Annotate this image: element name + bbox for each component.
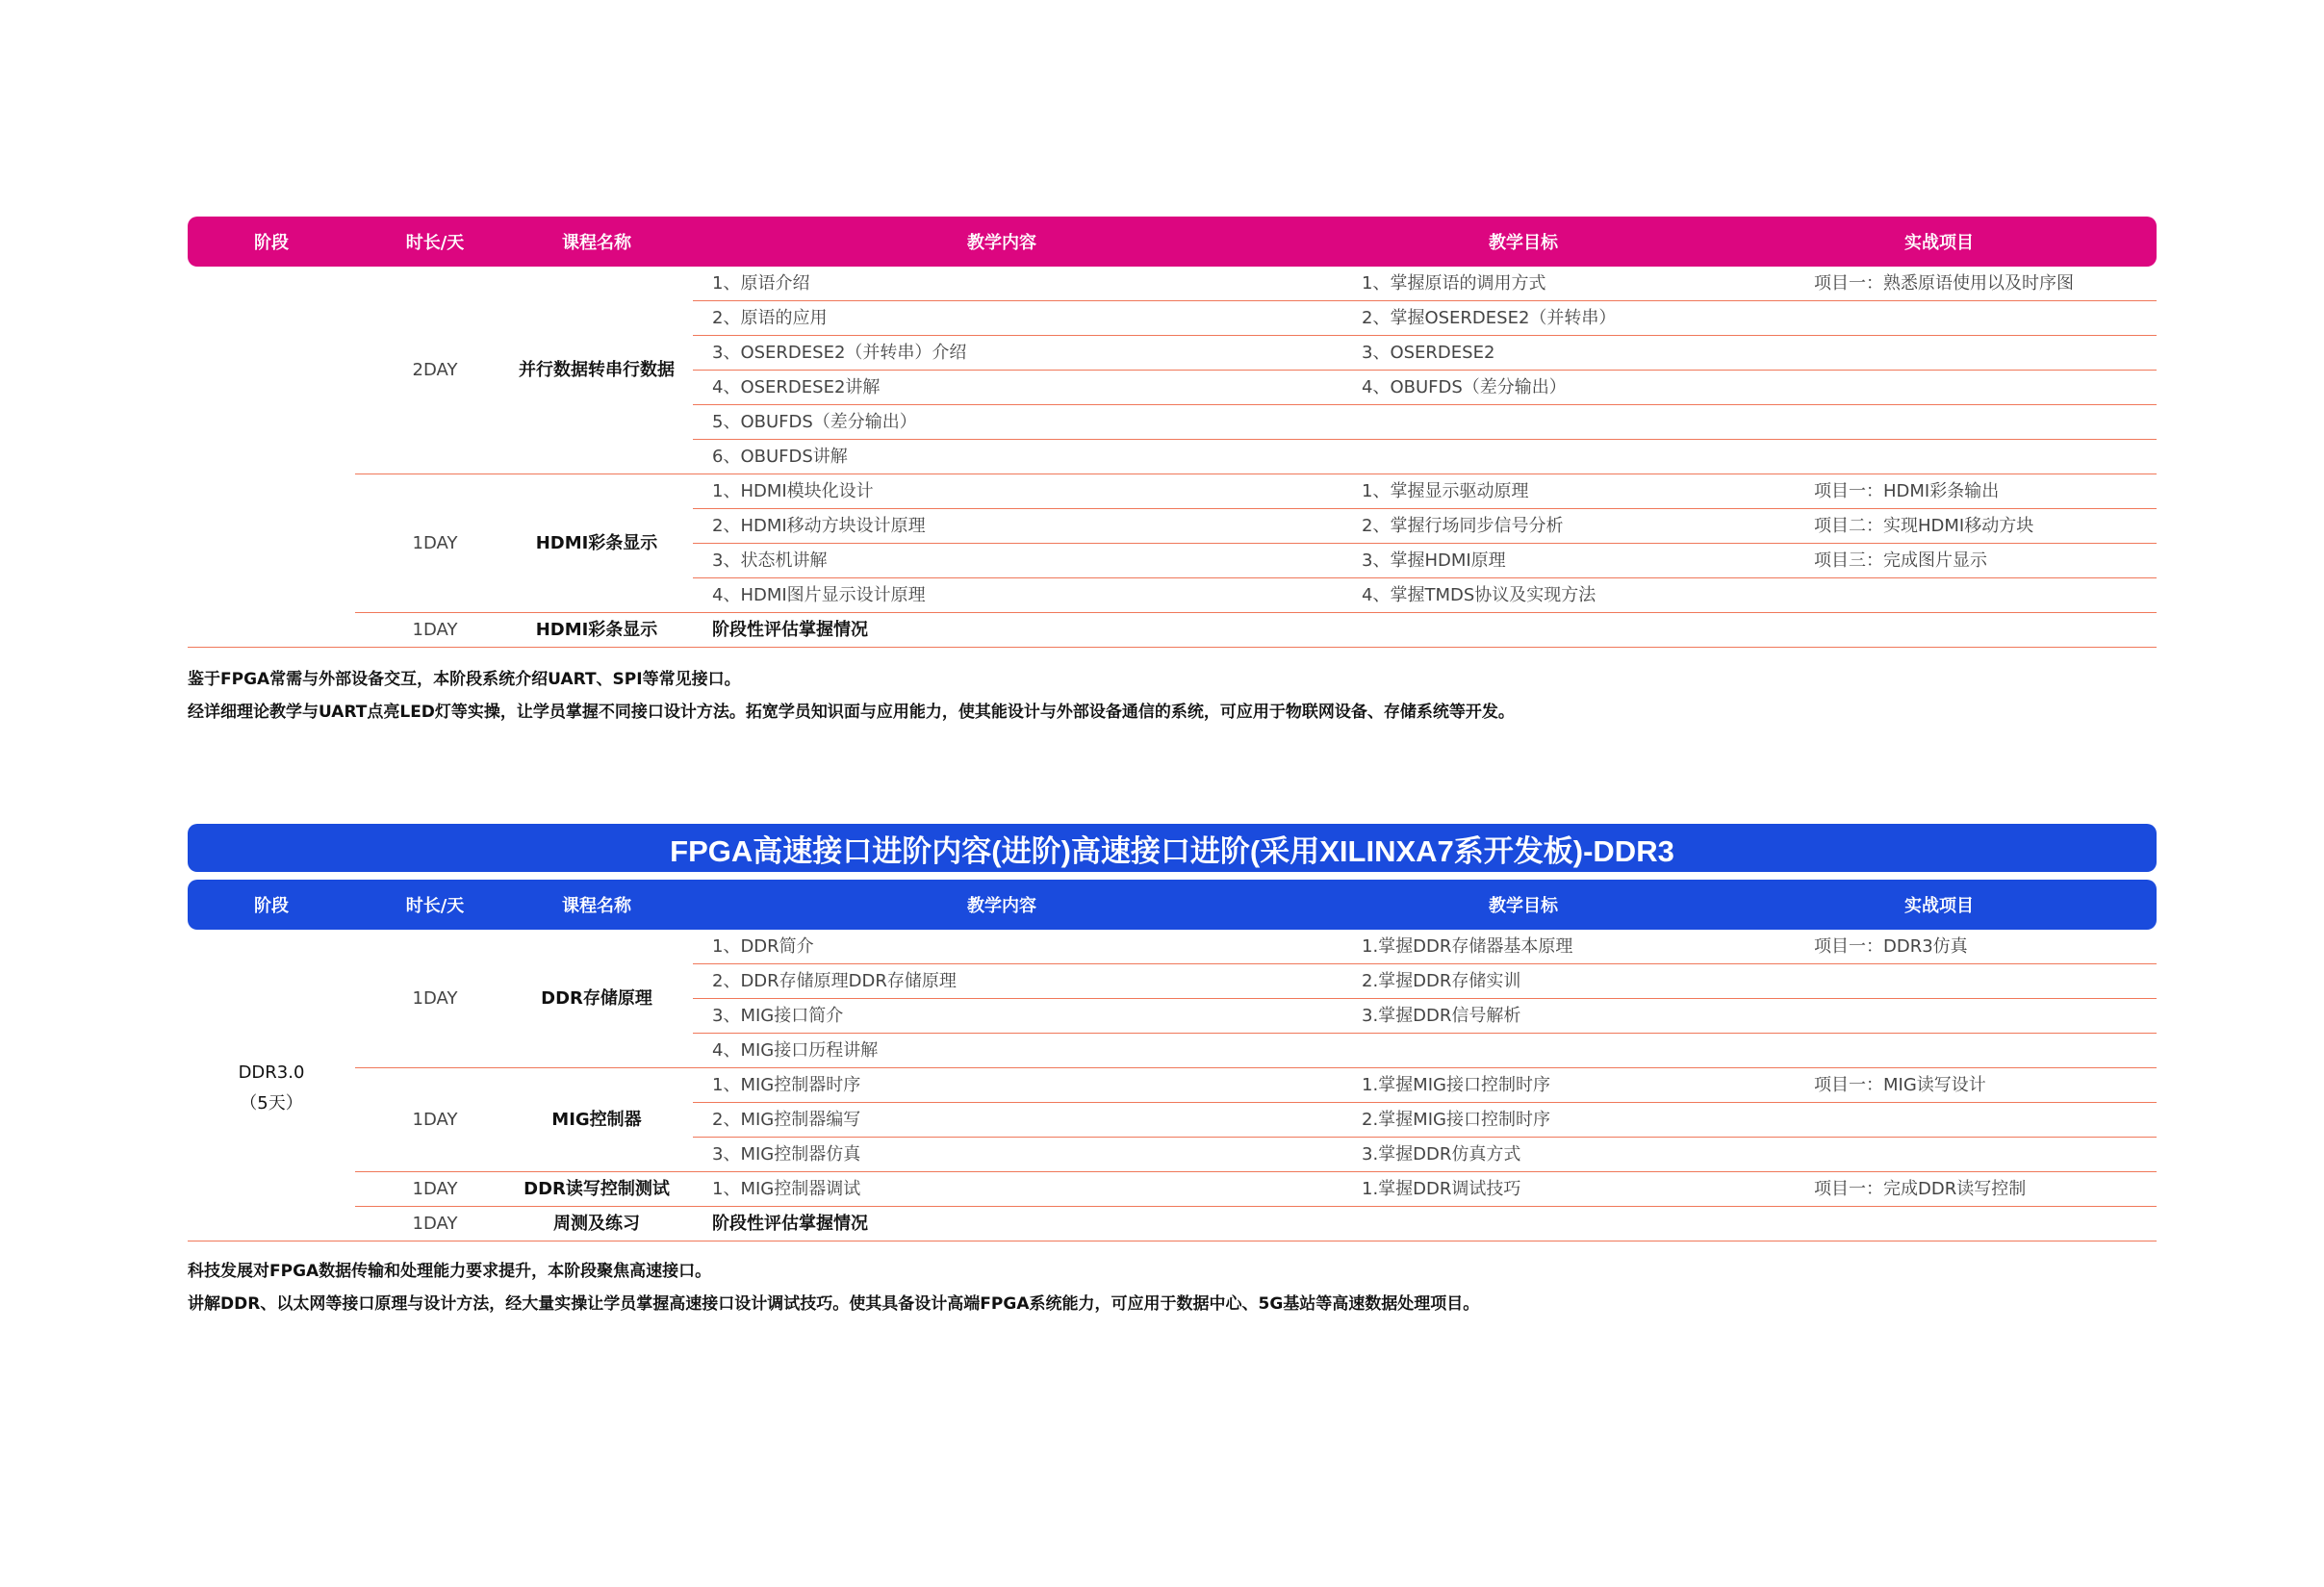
course-name-cell: 周测及练习 xyxy=(553,1214,640,1234)
content-cell: 3、MIG接口简介 xyxy=(712,1006,844,1026)
project-cell: 项目一：HDMI彩条输出 xyxy=(1814,481,2000,501)
goal-cell: 3、掌握HDMI原理 xyxy=(1362,550,1506,571)
course-name-cell: 并行数据转串行数据 xyxy=(519,360,675,380)
table-header-1 xyxy=(188,217,2157,267)
duration-cell: 1DAY xyxy=(412,1110,458,1130)
goal-cell: 1.掌握DDR调试技巧 xyxy=(1362,1179,1521,1199)
project-cell: 项目一：熟悉原语使用以及时序图 xyxy=(1814,273,2074,294)
note-line: 科技发展对FPGA数据传输和处理能力要求提升，本阶段聚焦高速接口。 xyxy=(188,1262,712,1281)
course-name-cell: MIG控制器 xyxy=(551,1110,642,1130)
goal-cell: 4、OBUFDS（差分输出） xyxy=(1362,377,1567,397)
content-cell: 4、OSERDESE2讲解 xyxy=(712,377,881,397)
row-divider xyxy=(693,439,2157,440)
content-cell: 2、HDMI移动方块设计原理 xyxy=(712,516,926,536)
goal-cell: 4、掌握TMDS协议及实现方法 xyxy=(1362,585,1596,605)
table-header-2 xyxy=(188,880,2157,930)
stage-name: DDR3.0 xyxy=(238,1062,305,1083)
course-name-cell: DDR读写控制测试 xyxy=(524,1179,670,1199)
course-table-2 xyxy=(188,930,2157,1247)
course-section-1 xyxy=(188,217,2157,729)
header-project: 实战项目 xyxy=(1904,896,1974,916)
duration-cell: 1DAY xyxy=(412,1214,458,1234)
goal-cell: 2、掌握行场同步信号分析 xyxy=(1362,516,1564,536)
duration-cell: 1DAY xyxy=(412,533,458,553)
row-divider xyxy=(188,647,2157,648)
course-name-cell: HDMI彩条显示 xyxy=(535,533,658,553)
content-cell: 2、原语的应用 xyxy=(712,308,828,328)
goal-cell: 2.掌握DDR存储实训 xyxy=(1362,971,1521,991)
goal-cell: 2、掌握OSERDESE2（并转串） xyxy=(1362,308,1617,328)
content-cell: 阶段性评估掌握情况 xyxy=(712,620,868,640)
goal-cell: 2.掌握MIG接口控制时序 xyxy=(1362,1110,1550,1130)
header-course: 课程名称 xyxy=(562,233,631,253)
note-line: 经详细理论教学与UART点亮LED灯等实操，让学员掌握不同接口设计方法。拓宽学员知识面与应用能力，使其能设计与外部设备通信的系统，可应用于物联网设备、存储系统等开发。 xyxy=(188,703,1515,722)
header-course: 课程名称 xyxy=(562,896,631,916)
note-line: 讲解DDR、以太网等接口原理与设计方法，经大量实操让学员掌握高速接口设计调试技巧。使其具备设计高端FPGA系统能力，可应用于数据中心、5G基站等高速数据处理项目。 xyxy=(188,1294,1480,1314)
course-name-cell: DDR存储原理 xyxy=(541,988,652,1009)
content-cell: 4、HDMI图片显示设计原理 xyxy=(712,585,926,605)
goal-cell: 1.掌握DDR存储器基本原理 xyxy=(1362,936,1573,957)
stage-cell xyxy=(188,930,355,1247)
project-cell: 项目一：MIG读写设计 xyxy=(1814,1075,1986,1095)
section-notes-2 xyxy=(188,1255,2157,1320)
row-divider xyxy=(693,1033,2157,1034)
content-cell: 1、DDR简介 xyxy=(712,936,814,957)
course-table-1 xyxy=(188,267,2157,653)
goal-cell: 1、掌握原语的调用方式 xyxy=(1362,273,1546,294)
content-cell: 1、HDMI模块化设计 xyxy=(712,481,874,501)
content-cell: 4、MIG接口历程讲解 xyxy=(712,1040,879,1061)
goal-cell: 3.掌握DDR信号解析 xyxy=(1362,1006,1521,1026)
project-cell: 项目三：完成图片显示 xyxy=(1814,550,1987,571)
header-content: 教学内容 xyxy=(967,233,1036,253)
goal-cell: 3.掌握DDR仿真方式 xyxy=(1362,1144,1521,1165)
header-stage: 阶段 xyxy=(254,233,289,253)
content-cell: 3、MIG控制器仿真 xyxy=(712,1144,861,1165)
content-cell: 5、OBUFDS（差分输出） xyxy=(712,412,917,432)
header-content: 教学内容 xyxy=(967,896,1036,916)
content-cell: 1、MIG控制器调试 xyxy=(712,1179,861,1199)
header-project: 实战项目 xyxy=(1904,233,1974,253)
course-section-2 xyxy=(188,824,2157,1320)
content-cell: 阶段性评估掌握情况 xyxy=(712,1214,868,1234)
goal-cell: 1、掌握显示驱动原理 xyxy=(1362,481,1529,501)
stage-days: （5天） xyxy=(240,1093,303,1113)
goal-cell: 3、OSERDESE2 xyxy=(1362,343,1495,363)
content-cell: 1、原语介绍 xyxy=(712,273,810,294)
note-line: 鉴于FPGA常需与外部设备交互，本阶段系统介绍UART、SPI等常见接口。 xyxy=(188,670,741,689)
header-goal: 教学目标 xyxy=(1489,233,1558,253)
duration-cell: 1DAY xyxy=(412,620,458,640)
section-notes-1 xyxy=(188,663,2157,729)
content-cell: 3、状态机讲解 xyxy=(712,550,828,571)
header-duration: 时长/天 xyxy=(405,233,465,253)
project-cell: 项目一：完成DDR读写控制 xyxy=(1814,1179,2027,1199)
content-cell: 2、DDR存储原理DDR存储原理 xyxy=(712,971,957,991)
duration-cell: 1DAY xyxy=(412,988,458,1009)
header-duration: 时长/天 xyxy=(405,896,465,916)
duration-cell: 1DAY xyxy=(412,1179,458,1199)
content-cell: 3、OSERDESE2（并转串）介绍 xyxy=(712,343,967,363)
course-name-cell: HDMI彩条显示 xyxy=(535,620,658,640)
project-cell: 项目一：DDR3仿真 xyxy=(1814,936,1968,957)
content-cell: 6、OBUFDS讲解 xyxy=(712,447,848,467)
section-title: FPGA高速接口进阶内容(进阶)高速接口进阶(采用XILINXA7系开发板)-DDR3 xyxy=(188,824,2157,872)
project-cell: 项目二：实现HDMI移动方块 xyxy=(1814,516,2034,536)
duration-cell: 2DAY xyxy=(412,360,458,380)
goal-cell: 1.掌握MIG接口控制时序 xyxy=(1362,1075,1550,1095)
content-cell: 2、MIG控制器编写 xyxy=(712,1110,861,1130)
header-stage: 阶段 xyxy=(254,896,289,916)
header-goal: 教学目标 xyxy=(1489,896,1558,916)
content-cell: 1、MIG控制器时序 xyxy=(712,1075,861,1095)
